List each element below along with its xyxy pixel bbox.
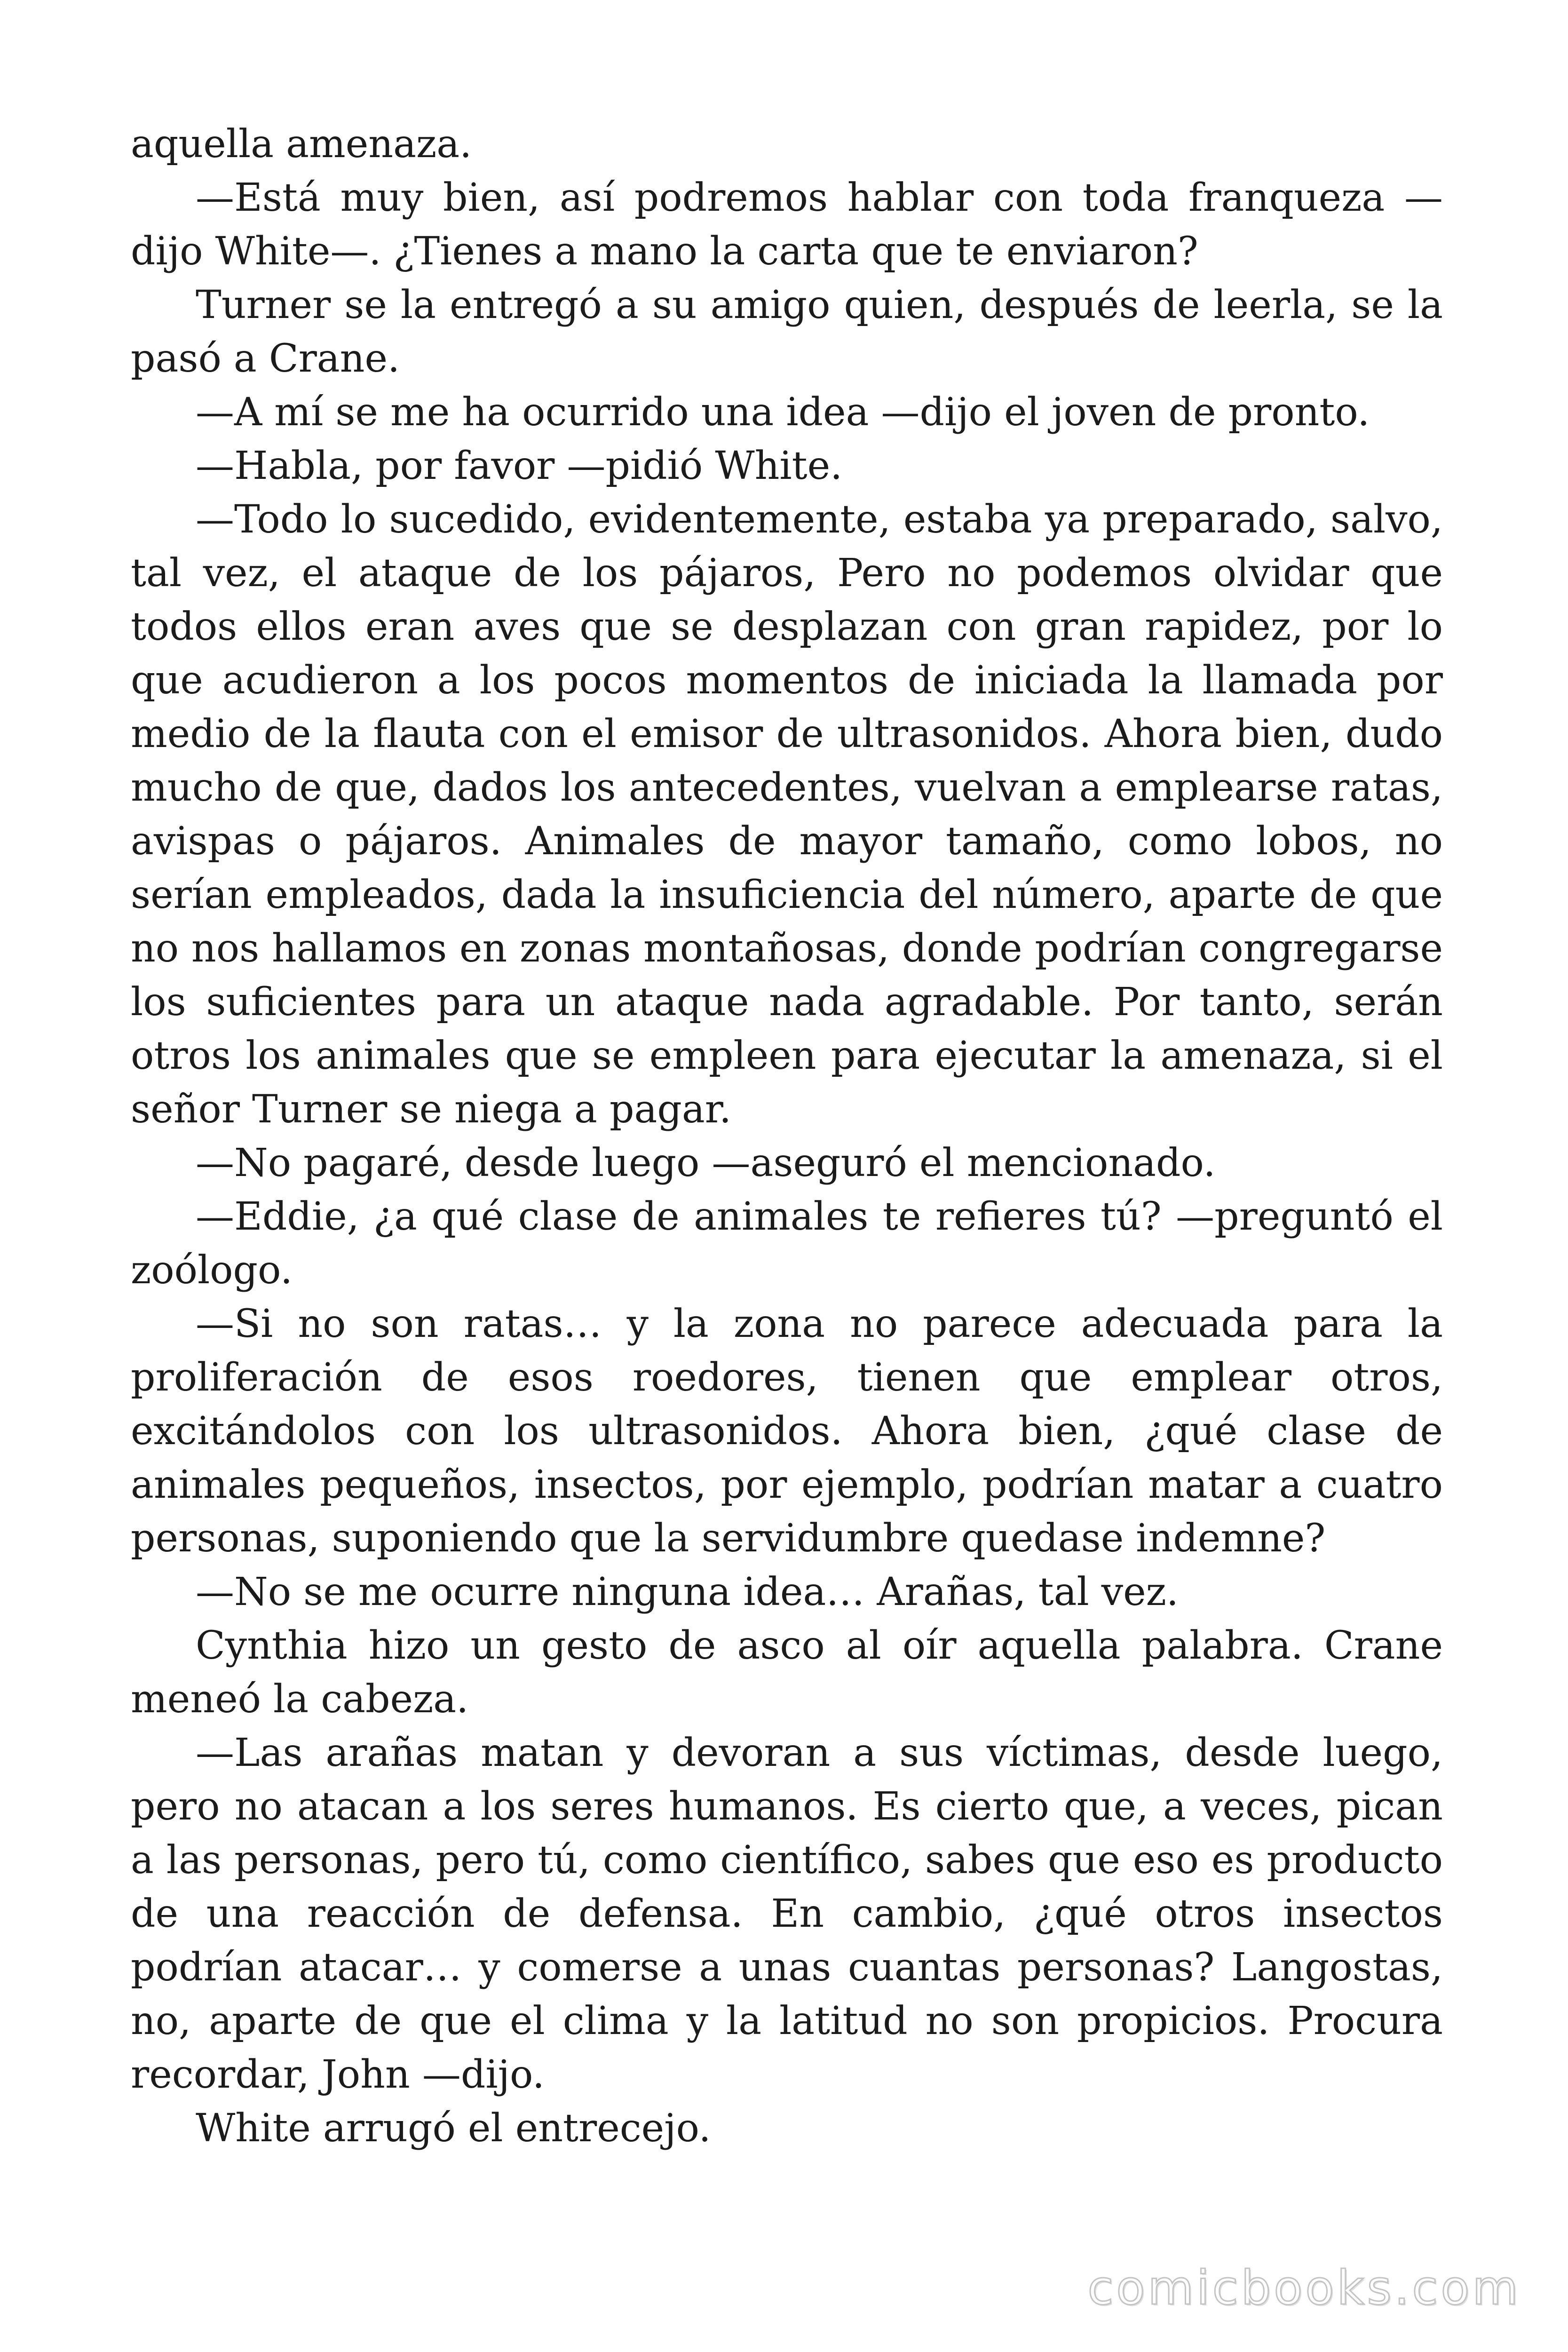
paragraph: White arrugó el entrecejo. [196,2106,711,2151]
paragraph: —No se me ocurre ninguna idea… Arañas, tal vez. [196,1570,1179,1614]
paragraph: —No pagaré, desde luego —aseguró el mencionado. [196,1141,1216,1185]
paragraph: —Las arañas matan y devoran a sus víctimas, desde luego, pero no atacan a los seres humanos. Es cierto que, a veces, pican a las personas, pero tú, como científico, sabes que eso es producto de una reacción de defensa. En cambio, ¿qué otros insectos podrían atacar… y comerse a unas cuantas personas? Langostas, no, aparte de que el clima y la latitud no son propicios. Procura recordar, John —dijo. [131,1731,1443,2097]
paragraph: —Si no son ratas… y la zona no parece adecuada para la proliferación de esos roedores, tienen que emplear otros, excitándolos con los ultrasonidos. Ahora bien, ¿qué clase de animales pequeños, insectos, por ejemplo, podrían matar a cuatro personas, suponiendo que la servidumbre quedase indemne? [131,1302,1443,1561]
book-page-text [131,118,1443,2155]
paragraph: Cynthia hizo un gesto de asco al oír aquella palabra. Crane meneó la cabeza. [131,1623,1443,1722]
paragraph: —Eddie, ¿a qué clase de animales te refieres tú? —preguntó el zoólogo. [131,1194,1443,1293]
paragraph: aquella amenaza. [131,122,472,167]
watermark: comicbooks.com [1087,2260,1521,2315]
paragraph: —Todo lo sucedido, evidentemente, estaba ya preparado, salvo, tal vez, el ataque de los pájaros, Pero no podemos olvidar que todos ellos eran aves que se desplazan con gran rapidez, por lo que acudieron a los pocos momentos de iniciada la llamada por medio de la flauta con el emisor de ultrasonidos. Ahora bien, dudo mucho de que, dados los antecedentes, vuelvan a emplearse ratas, avispas o pájaros. Animales de mayor tamaño, como lobos, no serían empleados, dada la insuficiencia del número, aparte de que no nos hallamos en zonas montañosas, donde podrían congregarse los suficientes para un ataque nada agradable. Por tanto, serán otros los animales que se empleen para ejecutar la amenaza, si el señor Turner se niega a pagar. [131,497,1443,1132]
paragraph: —Está muy bien, así podremos hablar con toda franqueza —dijo White—. ¿Tienes a mano la carta que te enviaron? [131,175,1443,274]
paragraph: —Habla, por favor —pidió White. [196,444,843,488]
paragraph: —A mí se me ha ocurrido una idea —dijo el joven de pronto. [196,390,1370,435]
paragraph: Turner se la entregó a su amigo quien, después de leerla, se la pasó a Crane. [131,283,1443,381]
